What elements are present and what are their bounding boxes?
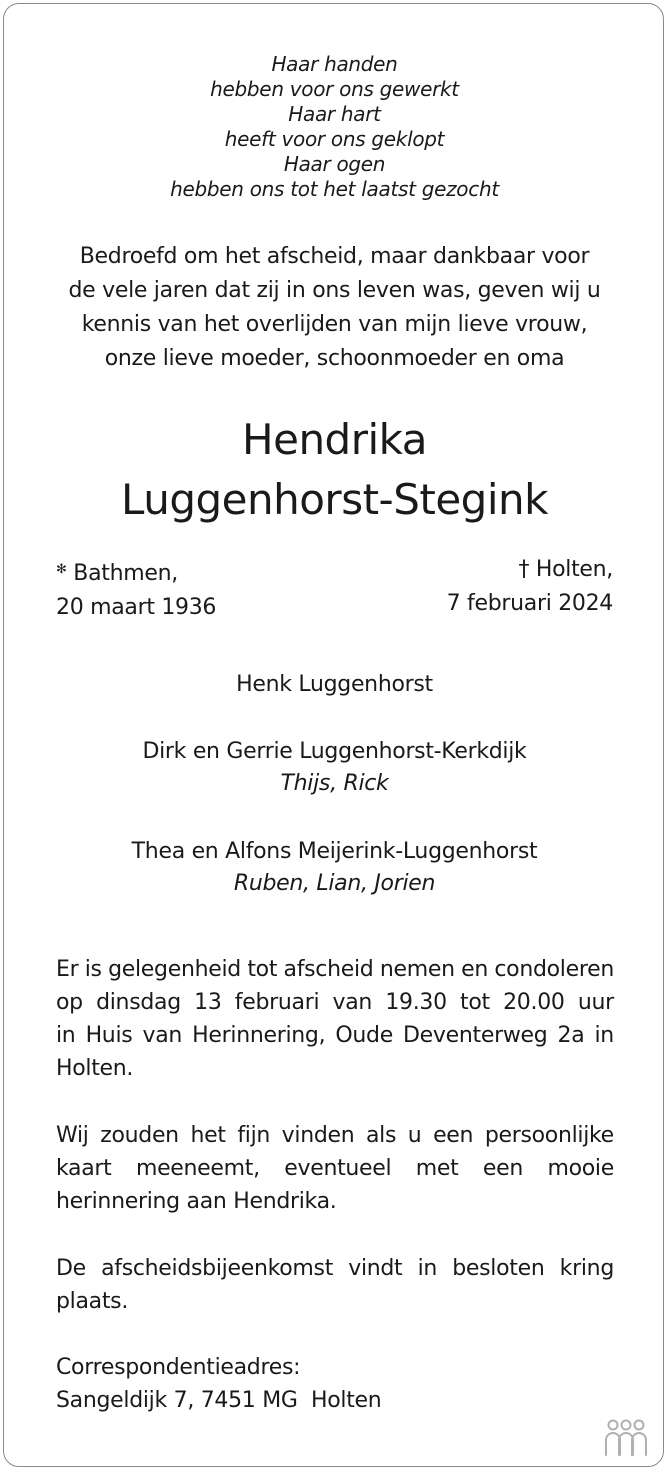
justified-line [56,953,614,986]
obituary-card [3,3,664,1467]
grandchildren-names: Ruben, Lian, Jorien [233,871,436,896]
word: van [332,990,373,1015]
word: februari [234,990,320,1015]
poem-line: hebben voor ons gewerkt [210,77,459,101]
deceased-name [0,410,669,530]
birth-date: 20 maart 1936 [56,595,217,620]
word: kaart [56,1156,112,1181]
justified-line [56,1152,614,1185]
word: mooie [547,1156,614,1181]
justified-line [56,1019,614,1052]
word: dinsdag [96,990,181,1015]
word: afscheidsbijeenkomst [101,1256,334,1281]
word: kring [559,1256,614,1281]
poem-line: hebben ons tot het laatst gezocht [170,177,499,201]
justified-line [56,986,614,1019]
last-name: Luggenhorst-Stegink [121,475,548,524]
child-names: Thea en Alfons Meijerink-Luggenhorst [131,839,538,864]
ceremony-paragraph [56,1252,614,1318]
word: op [56,990,83,1015]
word: Oude [335,1023,393,1048]
word: uur [577,990,614,1015]
birth-star-icon: ✻ [56,562,67,577]
word: tot [460,990,490,1015]
last-line: herinnering aan Hendrika. [56,1189,337,1214]
announcement-line: Bedroefd om het afscheid, maar dankbaar voor [79,244,590,269]
death-info [447,553,613,621]
address-label: Correspondentieadres: [56,1355,301,1380]
word: een [482,1156,524,1181]
people-group-icon [603,1418,649,1458]
word: Deventerweg [403,1023,548,1048]
birth-place: Bathmen, [73,561,178,586]
death-date: 7 februari 2024 [446,591,613,616]
poem-line: Haar handen [271,52,398,76]
word: 2a [557,1023,585,1048]
card-note-paragraph [56,1119,614,1218]
grandchildren-names: Thijs, Rick [280,771,389,796]
word: is [84,957,102,982]
word: afscheid [283,957,374,982]
word: vinden [281,1123,355,1148]
poem [0,52,669,202]
last-line: plaats. [56,1289,129,1314]
announcement-line: onze lieve moeder, schoonmoeder en oma [104,346,565,371]
word: u [407,1123,422,1148]
spouse-name: Henk Luggenhorst [236,672,433,697]
word: tot [247,957,278,982]
poem-line: Haar ogen [283,152,386,176]
justified-line [56,1252,614,1285]
word: als [366,1123,397,1148]
address-value: Sangeldijk 7, 7451 MG Holten [56,1388,382,1413]
word: met [415,1156,459,1181]
word: nemen [379,957,455,982]
last-line: Holten. [56,1056,134,1081]
word: vindt [348,1256,403,1281]
birth-place-line [56,553,216,591]
word: fijn [237,1123,271,1148]
word: meeneemt, [135,1156,260,1181]
word: in [417,1256,438,1281]
word: zouden [100,1123,179,1148]
family-spouse [0,669,669,701]
death-place-line [447,553,613,587]
family-child-2 [0,836,669,900]
word: 13 [194,990,222,1015]
announcement-text [0,240,669,376]
birth-info [56,553,216,625]
poem-line: Haar hart [288,102,381,126]
word: een [433,1123,474,1148]
word: Er [56,957,79,982]
child-names: Dirk en Gerrie Luggenhorst-Kerkdijk [142,739,527,764]
word: gelegenheid [108,957,241,982]
announcement-line: kennis van het overlijden van mijn lieve vrouw, [81,312,588,337]
family-child-1 [0,736,669,800]
condolence-paragraph [56,953,614,1085]
word: De [56,1256,86,1281]
word: Wij [56,1123,89,1148]
announcement-line: de vele jaren dat zij in ons leven was, geven wij u [68,278,601,303]
word: in [594,1023,614,1048]
word: Herinnering, [192,1023,326,1048]
word: besloten [452,1256,545,1281]
word: persoonlijke [484,1123,614,1148]
word: eventueel [284,1156,392,1181]
justified-line [56,1119,614,1152]
word: in [56,1023,76,1048]
first-name: Hendrika [242,415,427,464]
word: 20.00 [503,990,565,1015]
word: 19.30 [385,990,447,1015]
word: van [142,1023,183,1048]
word: condoleren [494,957,614,982]
death-cross-icon: † [518,557,530,582]
word: het [190,1123,226,1148]
death-place: Holten, [535,557,613,582]
word: en [461,957,488,982]
word: Huis [85,1023,133,1048]
poem-line: heeft voor ons geklopt [224,127,445,151]
address-block [56,1351,614,1417]
